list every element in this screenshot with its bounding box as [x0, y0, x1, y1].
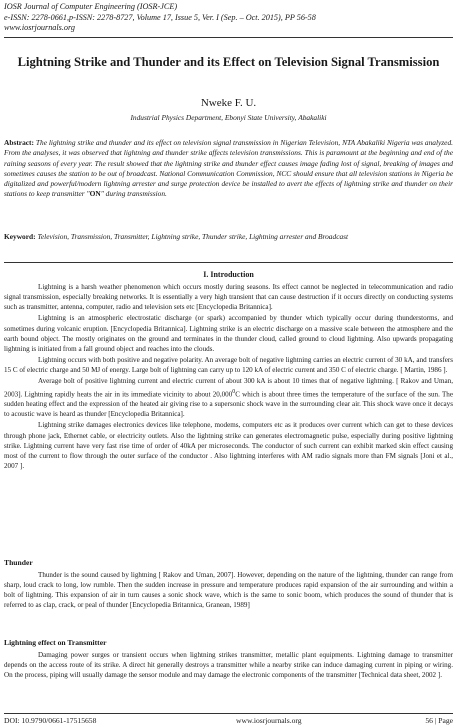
page-footer	[4, 716, 453, 725]
footer-rule	[4, 713, 453, 714]
footer-page: 56 | Page	[425, 716, 453, 725]
transmitter-body	[4, 650, 453, 681]
intro-p4-start: Average bolt of positive lightning current and electric current of about 300 kA is about 10 times that of negative lightning. [ Rakov and Uman, 2003]. Lightning rapidly heats the air in its immediate vicinity to about 20,000	[4, 377, 453, 398]
issn-line: e-ISSN: 2278-0661,p-ISSN: 2278-8727, Volume 17, Issue 5, Ver. I (Sep. – Oct. 2015), PP 56-58	[4, 12, 316, 22]
abstract-label: Abstract:	[4, 138, 34, 147]
transmitter-paragraph: Damaging power surges or transient occurs when lightning strikes transmitter, metallic plant equipments. Lightning damage to transmitter depends on the access route of its strike. A direct hit generally destroys a transmitter while a nearby strike can induce damaging current in piping or wiring. On the process, piping will usually damage the sensor module and may damage the electronic components of the transmitter [Technical data sheet, 2002 ].	[4, 651, 453, 680]
abstract	[4, 138, 453, 200]
transmitter-heading: Lightning effect on Transmitter	[4, 638, 107, 647]
journal-header	[4, 2, 444, 34]
footer-doi: DOI: 10.9790/0661-17515658	[4, 716, 97, 725]
introduction-body	[4, 282, 453, 472]
journal-url[interactable]: www.iosrjournals.org	[4, 23, 75, 32]
keywords-text: Television, Transmission, Transmitter, Lightning strike, Thunder strike, Lightning arrester and Broadcast	[35, 232, 349, 241]
intro-paragraph-4	[4, 376, 453, 419]
paper-author: Nweke F. U.	[200, 97, 257, 109]
abstract-on-word: ON	[89, 189, 101, 199]
paper-affiliation: Industrial Physics Department, Ebonyi State University, Abakaliki	[130, 113, 327, 122]
thunder-heading: Thunder	[4, 558, 33, 567]
intro-p4-end: C which is about three times the temperature of the surface of the sun. The sudden heating effect and the expression of the heated air giving rise to a supersonic shock wave in the surrounding clear air. This shock wave once it decays to acoustic wave is heard as thunder [Encyclopedia Britannica].	[4, 389, 453, 419]
intro-paragraph-3: Lightning occurs with both positive and negative polarity. An average bolt of negative lightning carries an electric current of 30 kA, and transfers 15 C of electric charge and 50 MJ of energy. Large bolt of lightning can carry up to 120 kA of electric current and 350 C of electric charge. [ Martin, 1986 ].	[4, 356, 453, 375]
abstract-tail: " during transmission.	[100, 189, 167, 199]
journal-name: IOSR Journal of Computer Engineering (IOSR-JCE)	[4, 2, 178, 11]
intro-paragraph-5: Lightning strike damages electronics devices like telephone, modems, computers etc as it produces over current which can get to these devices through phone jack, Ethernet cable, or electricity outlets. Also the lightning strike can generates electromagnetic pulse, especially during positive lightning strike. Lightning current have very fast rise time of order of 40kA per microseconds. The conductor of such current can exhibit marked skin effect causing most of the current to flow through the outer surface of the conductor . Also lightning interferes with AM radio signals more than FM signals [Joni et al., 2007 ].	[4, 421, 453, 471]
introduction-heading: I. Introduction	[203, 270, 254, 279]
abstract-rule	[4, 262, 453, 263]
intro-p4-degree: 0	[232, 388, 236, 395]
intro-paragraph-2: Lightning is an atmospheric electrostatic discharge (or spark) accompanied by thunder which typically occur during thunderstorms, and sometimes during volcanic eruption. [Encyclopedia Britannica]. Lightning strike is an electric discharge on a massive scale between the atmosphere and the earth bound object. The mostly originates on the ground and terminates in the thunder cloud, called ground to cloud lightning. Also upwards propagating lightning is initiated from a fall ground object and reaches into the clouds.	[4, 314, 453, 353]
footer-url[interactable]: www.iosrjournals.org	[236, 716, 302, 725]
header-rule	[4, 37, 453, 38]
abstract-text: The lightning strike and thunder and its effect on television signal transmission in Nigerian Television, NTA Abakaliki Nigeria was analyzed. From the analyses, it was observed that lightning and thunder strike affects television transmissions. This is paramount at the beginning and end of the raining seasons of every year. The result showed that the lightning strike and thunder effect causes image fading lost of signal, breaking of images and sometimes causes the station to be out of broadcast. National Communication Commission, NCC should ensure that all television stations in Nigeria be digitalized and powerful/modern lightning arrester and surge protection device be installed to avert the effects of lightning strike and thunder on their stations to keep transmitter "	[4, 138, 453, 199]
thunder-paragraph: Thunder is the sound caused by lightning [ Rakov and Uman, 2007]. However, depending on the nature of the lightning, thunder can range from sharp, loud crack to long, low rumble. Then the sudden increase in pressure and temperature produces rapid expansion of the air surrounding and within a bolt of lightning. This expansion of air in turn causes a sonic shock wave, which is the same to sonic boom, which produces the sound of thunder that is referred to as clap, crack, or peal of thunder [Encyclopedia Britannica, Granean, 1989]	[4, 571, 453, 610]
intro-paragraph-1: Lightning is a harsh weather phenomenon which occurs mostly during seasons. Its effect cannot be neglected in telecommunication and radio signal transmission, especially breaking networks. It is essentially a very high transient that can cause destruction if it occurs directly on conducting systems such as transmitter, antenna, computer, radio and television sets etc [Encyclopedia Britannica].	[4, 283, 453, 312]
keywords-label: Keyword:	[4, 232, 36, 241]
thunder-body	[4, 570, 453, 612]
keywords	[4, 232, 453, 242]
paper-title: Lightning Strike and Thunder and its Effect on Television Signal Transmission	[17, 55, 440, 69]
